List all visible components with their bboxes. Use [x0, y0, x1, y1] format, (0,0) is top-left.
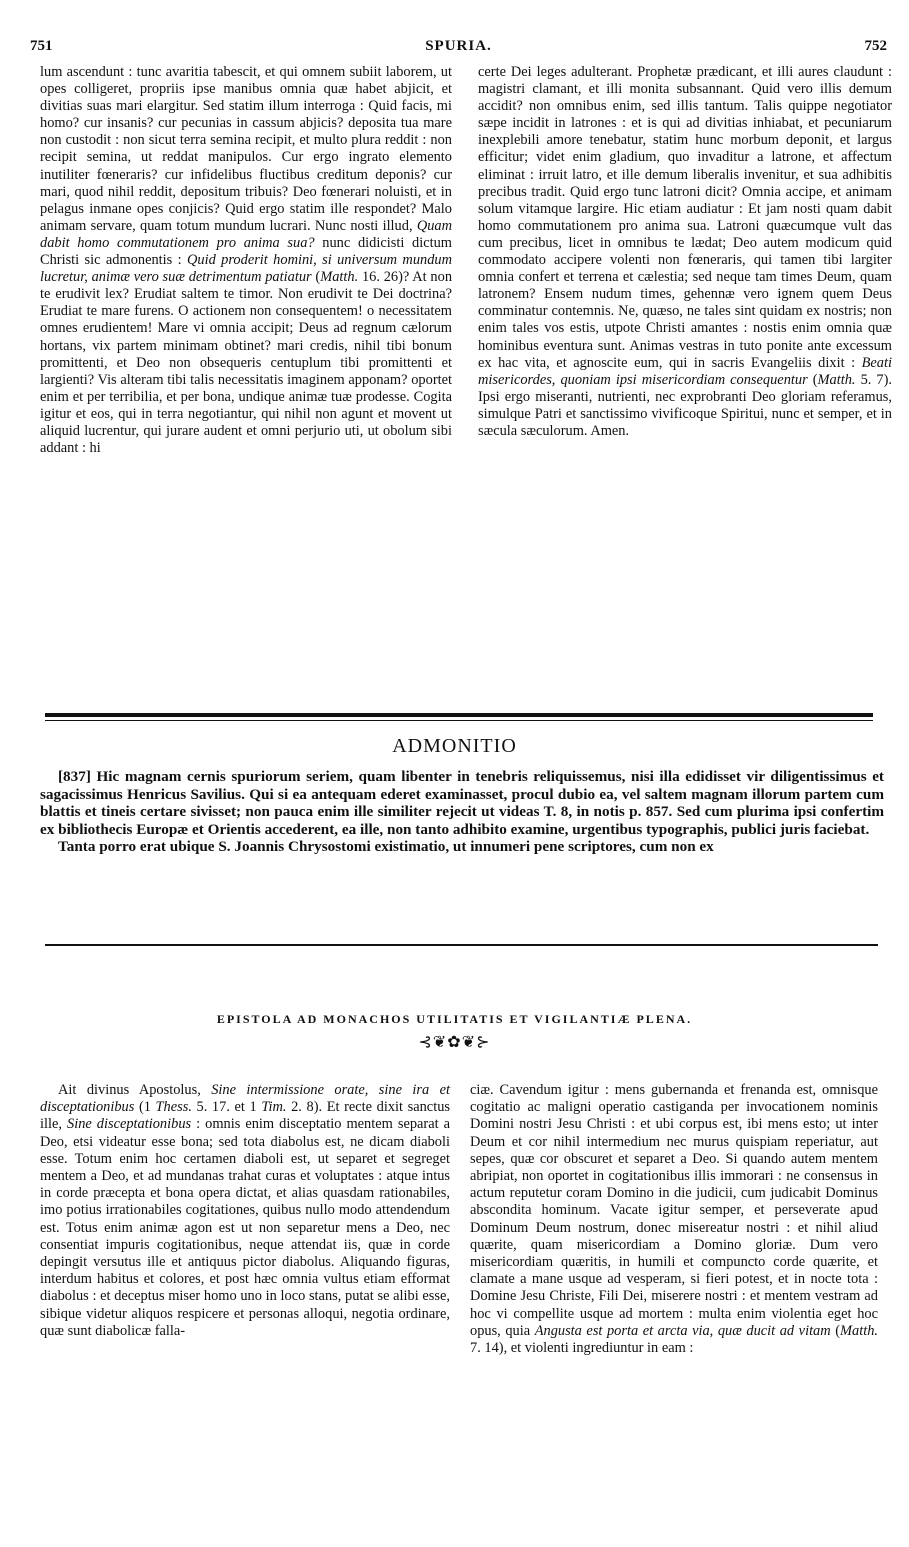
text-run: (1: [134, 1099, 156, 1116]
italic-quote: Quam dabit homo commutationem pro anima sua?: [40, 217, 452, 251]
bible-reference: Thess.: [155, 1099, 192, 1116]
epistola-heading: EPISTOLA AD MONACHOS UTILITATIS ET VIGILANTIÆ PLENA.: [216, 1012, 693, 1026]
text-run: nunc didicisti dictum Christi sic admonentis :: [40, 234, 452, 269]
text-run: ciæ. Cavendum igitur : mens gubernanda et frenanda est, omnisque cogitatio ac maligni operatio castiganda per invocationem nominis Domini nostri Jesu Christi : et ubi corpus est, ibi mens esto; ut inter Deum et cor nihil intermedium nec murus quispiam reperiatur, aut sepes, quæ cor obscuret et separet a Deo. Si quando autem mentem abripiat, non oportet in cogitationibus illis immorari : ne consensus in actum reputetur coram Domino in die judicii, cum judicabit Dominus abscondita hominum. Vacate igitur semper, et perseverate apud Dominum Deum nostrum, donec misereatur nostri : et nihil aliud quærite, quam misericordiam a Domino gloriæ. Dum vero misericordiam quæritis, in humili et compuncto corde quærite, et clamate a mane usque ad vesperam, si fieri potest, et in nocte tota : Domine Jesu Christe, Fili Dei, miserere nostri : et mentem vestram ad hoc vi compellite usque ad mortem : multa enim violentia eget hoc opus, quia: [470, 1082, 878, 1339]
page-number-right: 752: [864, 38, 887, 54]
text-run: (: [830, 1322, 841, 1339]
ornament-icon: ⊰❦✿❦⊱: [418, 1034, 491, 1051]
text-run: 16. 26)? At non te erudivit lex? Erudiat saltem te timor. Non erudivit te Dei doctrina? Erudiat te mare furens. O actionem non consequentem! o necessitatem omnes erudientem! Mare vi omnia accipit; Deus ad regnum cælorum hortans, vix partem minimam obtinet? mari credis, nihil tibi bonum promittenti, et Deo non obsequeris centuplum tibi promittenti et largienti? Vis alteram tibi talis necessitatis imaginem apponam? oportet enim et per terribilia, et per bona, undique animæ tuæ prodesse. Cogita igitur et eos, qui in terra negotiantur, qui nihil non agunt et movent ut aliquid lucrentur, qui jurare audent et omni perjurio uti, ut obolum sibi addant : hi: [40, 269, 453, 457]
paragraph: [40, 64, 452, 457]
admonitio-body: [40, 768, 884, 856]
admonitio-paragraph: Tanta porro erat ubique S. Joannis Chrysostomi existimatio, ut innumeri pene scriptores, cum non ex: [58, 838, 714, 856]
bible-reference: Matth.: [817, 371, 856, 388]
page-number-left: 751: [30, 38, 53, 54]
bible-reference: Tim.: [261, 1099, 287, 1116]
text-run: 5. 7). Ipsi ergo miseranti, nutrienti, nec exprobranti Deo gloriam referamus, simulque Patri et sanctissimo vivificoque Spiritui, nunc et semper, et in sæcula sæculorum. Amen.: [478, 371, 893, 439]
italic-quote: Quid proderit homini, si universum mundum lucretur, animæ vero suæ detrimentum patiatur: [40, 252, 452, 286]
bible-reference: Matth.: [840, 1322, 878, 1339]
italic-quote: Beati misericordes, quoniam ipsi misericordiam consequentur: [478, 354, 892, 388]
text-run: Ait divinus Apostolus,: [58, 1082, 212, 1098]
paragraph: [478, 64, 892, 440]
text-run: (: [807, 371, 818, 388]
text-run: lum ascendunt : tunc avaritia tabescit, et qui omnem subiit laborem, ut opes colligeret, propriis ipse manibus omnia quæ habet abjicit, et divitias suas mari elargitur. Sed statim illum interroga : Quid facis, mi homo? cur insanis? cur pecunias in cassum abjicis? deposita tua mare non custodit : non sicut terra semina recipit, et multo plura reddit : non recipit semina, ut reddat manipulos. Cur ergo ingrato elemento inutiliter fœneraris? cur infidelibus fluctibus creditum deponis? cur mari, quod nihil reddit, depositum tribuis? Deo fœnerari noluisti, et in pelagus inmane opes conjicis? Quid ergo statim ille respondet? Malo animam servare, quam totum mundum lucrari. Nunc nosti illud,: [40, 64, 452, 234]
column-right-top: [478, 64, 892, 440]
italic-quote: Angusta est porta et arcta via, quæ ducit ad vitam: [534, 1322, 831, 1339]
divider-thin: [45, 720, 873, 721]
admonitio-paragraph: [837] Hic magnam cernis spuriorum seriem, quam libenter in tenebris reliquissemus, nisi illa edidisset vir diligentissimus et sagacissimus Henricus Savilius. Qui si ea antequam ederet examinasset, procul dubio ea, vel saltem magnam illorum partem cum blattis et tineis certare sivisset; non pauca enim ille similiter rejecit ut videas T. 8, in notis p. 857. Sed cum plurima ipsi confertim ex bibliothecis Europæ et Orientis accederent, ea ille, non tanto adhibito examine, urgentibus typographis, publici juris faciebat.: [40, 768, 884, 838]
bible-reference: Matth.: [320, 269, 359, 286]
running-title: SPURIA.: [425, 38, 492, 54]
column-right-bottom: [470, 1082, 878, 1357]
text-run: (: [311, 269, 321, 286]
column-left-top: [40, 64, 452, 457]
paragraph: [40, 1082, 450, 1340]
italic-quote: Sine disceptationibus: [67, 1116, 192, 1133]
text-run: : omnis enim disceptatio mentem separat a Deo, etsi videatur esse bona; sed tota diabolus est, ne dicam diaboli esse. Totum enim hoc certamen diaboli est, ut separet et segreget mentem a Deo, et ad mundanas trahat curas et voluptates : atque intus in corde præcepta et bona opera dictat, et alias quasdam rationabiles, imo potius irrationabiles cogitationes, quibus nullo modo attendendum est. Totus enim animæ agon est ut non separetur mens a Deo, nec consentiat impuris cogitationibus, neque attendat iis, quæ in corde depingit versutus ille et antiquus pictor diabolus. Aliquando figuras, interdum habitus et colores, et post hæc omnia vultus etiam efformat diabolus : et deceptus miser homo uno in loco stans, putat se alibi esse, sibique videtur aliquos respicere et personas alloqui, negotia ordinare, quæ sunt diabolicæ falla-: [40, 1116, 450, 1339]
running-header: [30, 38, 887, 60]
admonitio-heading: ADMONITIO: [392, 735, 517, 757]
divider-thick: [45, 713, 873, 717]
italic-quote: Sine intermissione orate, sine ira et disceptationibus: [40, 1082, 450, 1116]
column-left-bottom: [40, 1082, 450, 1340]
text-run: 2. 8). Et recte dixit sanctus ille,: [40, 1099, 450, 1133]
divider: [45, 944, 878, 946]
text-run: certe Dei leges adulterant. Prophetæ prædicant, et illi aures claudunt : magistri clamant, et illi monita subsannant. Quid vero illis demum accidit? non omnibus enim, sed illis tantum. Talis quippe negotiator sæpe incidit in latrones : et is qui ad divitias inhiabat, et pecuniarum inexplebili amore tenebatur, statim hunc morbum deponit, et largus efficitur; videt enim gladium, quo invaditur a latrone, et affectum eliminat : irruit latro, et ille demum liberalis invenitur, et sua adhibitis precibus tradit. Quid ergo tunc latroni dicit? Omnia accipe, et animam solum vitamque largire. Hic etiam audiatur : Et jam nosti quam dabit homo commutationem pro anima sua. Latroni quæcumque vult das cum precibus, licet in omnibus te lædat; Deo autem modicum quid commodato accipere volenti non fœneraris, qui tamen tibi largiter omnia confert et terrena et cælestia; sed neque tam times Deum, quam latronem? Ensem nudum times, gehennæ vero ignem quem Deus comminatur contemnis. Ne, quæso, ne tales sint quidam ex nostris; non enim tales vos estis, utpote Christi amantes : nostis enim omnia quæ hominibus eventura sunt. Animas vestras in tuto ponite ante excessum ex hac vita, et agnoscite eum, qui in sacris Evangeliis dixit :: [478, 64, 892, 371]
text-run: 7. 14), et violenti ingrediuntur in eam :: [470, 1340, 694, 1357]
paragraph: [470, 1082, 878, 1357]
text-run: 5. 17. et 1: [191, 1099, 262, 1116]
